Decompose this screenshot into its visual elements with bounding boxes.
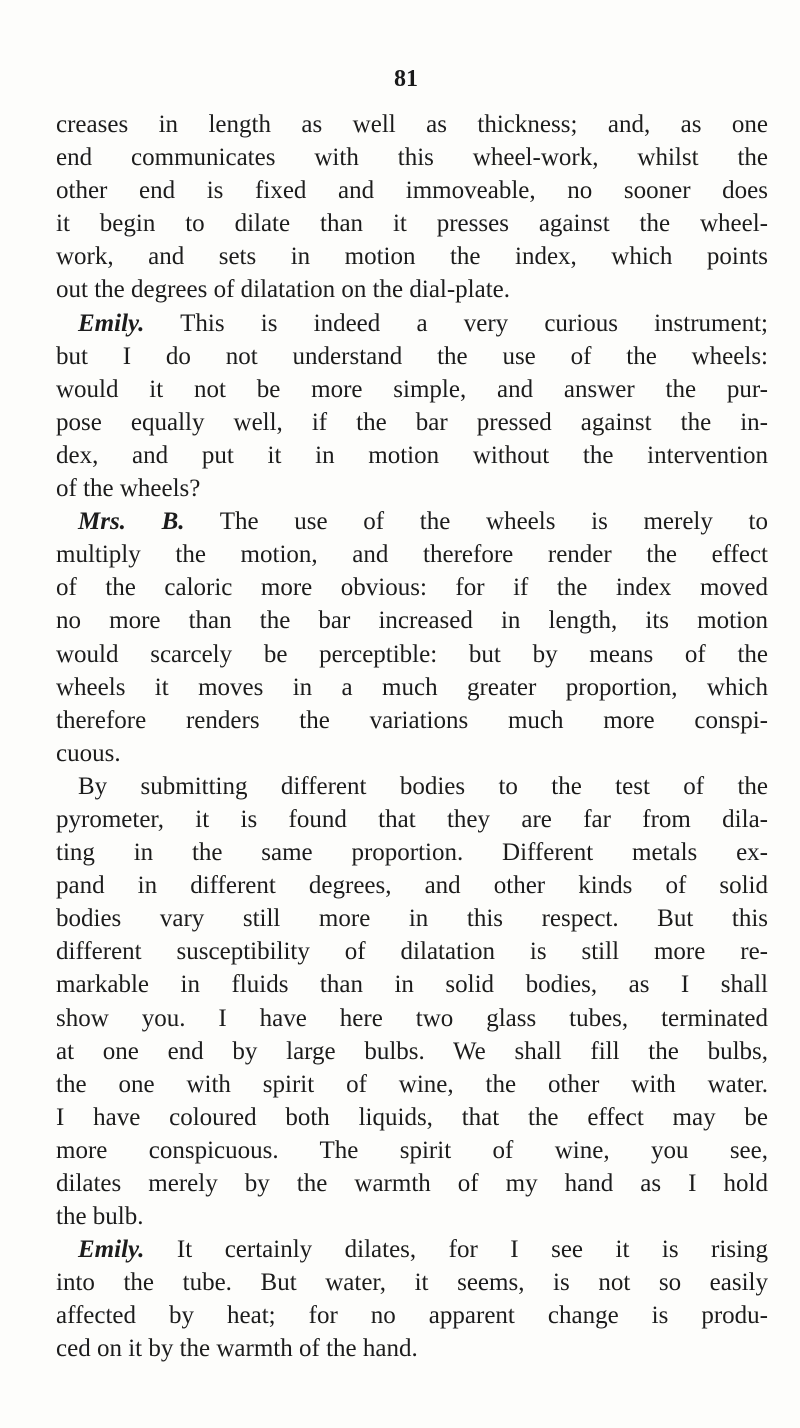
text-line <box>56 1134 768 1167</box>
line-text: This is indeed a very curious instrument; <box>144 309 768 337</box>
text-line <box>56 604 768 637</box>
line-text: creases in length as well as thickness; and, as one <box>56 111 768 138</box>
line-text: of the wheels? <box>56 475 201 503</box>
text-line <box>56 803 768 836</box>
line-text: would scarcely be perceptible: but by means of the <box>56 640 768 668</box>
text-line <box>56 340 768 373</box>
line-text: pand in different degrees, and other kinds of solid <box>56 872 768 900</box>
text-line <box>56 472 768 505</box>
line-text: multiply the motion, and therefore render the effect <box>56 541 768 569</box>
line-text: out the degrees of dilatation on the dial-plate. <box>56 276 511 304</box>
text-line <box>56 1002 768 1035</box>
line-text: pyrometer, it is found that they are far from dila- <box>56 805 768 833</box>
line-text: It certainly dilates, for I see it is rising <box>144 1236 768 1264</box>
text-line <box>56 373 768 406</box>
text-line <box>56 1167 768 1200</box>
line-text: ting in the same proportion. Different metals ex- <box>56 839 768 867</box>
text-line <box>56 273 768 306</box>
speaker-name: Emily. <box>78 1236 145 1264</box>
text-line <box>56 935 768 968</box>
line-text: bodies vary still more in this respect. But this <box>56 905 768 933</box>
page-number: 81 <box>394 66 418 92</box>
body-text <box>56 108 768 1366</box>
text-line <box>56 406 768 439</box>
text-line <box>56 141 768 174</box>
line-text: show you. I have here two glass tubes, terminated <box>56 1004 768 1032</box>
text-line <box>56 737 768 770</box>
line-text: The use of the wheels is merely to <box>184 508 768 536</box>
text-line <box>56 704 768 737</box>
text-line <box>56 108 768 141</box>
line-text: other end is fixed and immoveable, no sooner does <box>56 177 768 205</box>
line-text: wheels it moves in a much greater proportion, which <box>56 673 768 701</box>
line-text: affected by heat; for no apparent change is produ- <box>56 1302 768 1330</box>
line-text: but I do not understand the use of the wheels: <box>56 342 768 370</box>
text-line <box>56 968 768 1001</box>
line-text: dilates merely by the warmth of my hand as I hold <box>56 1170 768 1197</box>
line-text: cuous. <box>56 739 121 767</box>
text-line <box>56 1200 768 1233</box>
line-text: of the caloric more obvious: for if the index moved <box>56 574 768 602</box>
line-text: I have coloured both liquids, that the effect may be <box>56 1103 768 1131</box>
line-text: no more than the bar increased in length, its motion <box>56 607 768 635</box>
line-text: work, and sets in motion the index, which points <box>56 243 768 271</box>
line-text: it begin to dilate than it presses against the wheel- <box>56 210 768 238</box>
line-text: into the tube. But water, it seems, is not so easily <box>56 1269 768 1297</box>
text-line <box>56 174 768 207</box>
line-text: pose equally well, if the bar pressed against the in- <box>56 408 768 436</box>
line-text: therefore renders the variations much more conspi- <box>56 706 768 734</box>
speaker-name: Mrs. B. <box>78 508 185 536</box>
line-text: the one with spirit of wine, the other with water. <box>56 1070 768 1098</box>
text-line <box>56 1266 768 1299</box>
text-line <box>56 1332 768 1365</box>
text-line <box>56 505 768 538</box>
text-line <box>56 1101 768 1134</box>
text-line <box>56 1035 768 1068</box>
speaker-name: Emily. <box>78 309 145 337</box>
line-text: the bulb. <box>56 1203 144 1231</box>
text-line <box>56 1068 768 1101</box>
text-line <box>56 307 768 340</box>
text-line <box>56 439 768 472</box>
text-line <box>56 1299 768 1332</box>
text-line <box>56 671 768 704</box>
line-text: would it not be more simple, and answer the pur- <box>56 375 768 403</box>
text-line <box>56 571 768 604</box>
text-line <box>56 240 768 273</box>
line-text: dex, and put it in motion without the intervention <box>56 441 768 469</box>
line-text: By submitting different bodies to the test of the <box>78 772 768 800</box>
text-line <box>56 1233 768 1266</box>
text-line <box>56 836 768 869</box>
line-text: more conspicuous. The spirit of wine, you see, <box>56 1136 768 1164</box>
line-text: markable in fluids than in solid bodies, as I shall <box>56 971 768 999</box>
text-line <box>56 207 768 240</box>
line-text: ced on it by the warmth of the hand. <box>56 1335 418 1363</box>
text-line <box>56 538 768 571</box>
text-line <box>56 770 768 803</box>
text-line <box>56 869 768 902</box>
line-text: end communicates with this wheel-work, whilst the <box>56 144 768 172</box>
line-text: at one end by large bulbs. We shall fill the bulbs, <box>56 1037 768 1065</box>
text-line <box>56 638 768 671</box>
text-line <box>56 902 768 935</box>
line-text: different susceptibility of dilatation is still more re- <box>56 938 768 966</box>
